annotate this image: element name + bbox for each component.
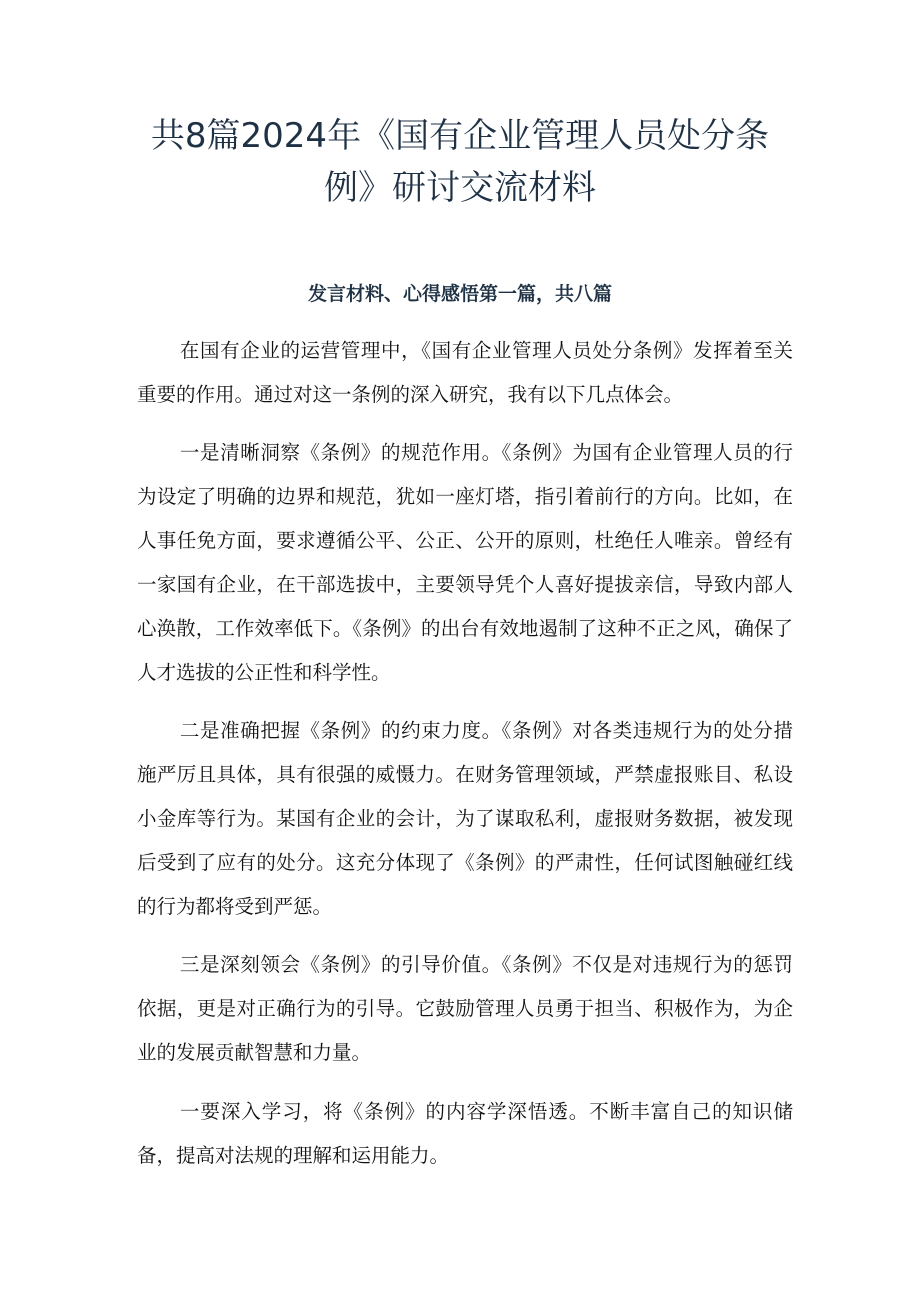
paragraph-point-2: 二是准确把握《条例》的约束力度。《条例》对各类违规行为的处分措施严厉且具体，具有很强的威慑力。在财务管理领域，严禁虚报账目、私设小金库等行为。某国有企业的会计，为了谋取私利，虚报财务数据，被发现后受到了应有的处分。这充分体现了《条例》的严肃性，任何试图触碰红线的行为都将受到严惩。	[137, 719, 793, 918]
title-line-1: 共8篇2024年《国有企业管理人员处分条	[150, 116, 770, 156]
title-line-2: 例》研讨交流材料	[324, 168, 596, 208]
paragraph-action-1: 一要深入学习，将《条例》的内容学深悟透。不断丰富自己的知识储备，提高对法规的理解和运用能力。	[137, 1100, 793, 1167]
section-heading: 发言材料、心得感悟第一篇，共八篇	[307, 283, 612, 305]
document-title	[120, 110, 800, 214]
paragraph-intro: 在国有企业的运营管理中，《国有企业管理人员处分条例》发挥着至关重要的作用。通过对这一条例的深入研究，我有以下几点体会。	[137, 339, 793, 406]
paragraph-point-1: 一是清晰洞察《条例》的规范作用。《条例》为国有企业管理人员的行为设定了明确的边界和规范，犹如一座灯塔，指引着前行的方向。比如，在人事任免方面，要求遵循公平、公正、公开的原则，杜绝任人唯亲。曾经有一家国有企业，在干部选拔中，主要领导凭个人喜好提拔亲信，导致内部人心涣散，工作效率低下。《条例》的出台有效地遏制了这种不正之风，确保了人才选拔的公正性和科学性。	[137, 441, 793, 684]
paragraph-point-3: 三是深刻领会《条例》的引导价值。《条例》不仅是对违规行为的惩罚依据，更是对正确行为的引导。它鼓励管理人员勇于担当、积极作为，为企业的发展贡献智慧和力量。	[137, 953, 793, 1064]
